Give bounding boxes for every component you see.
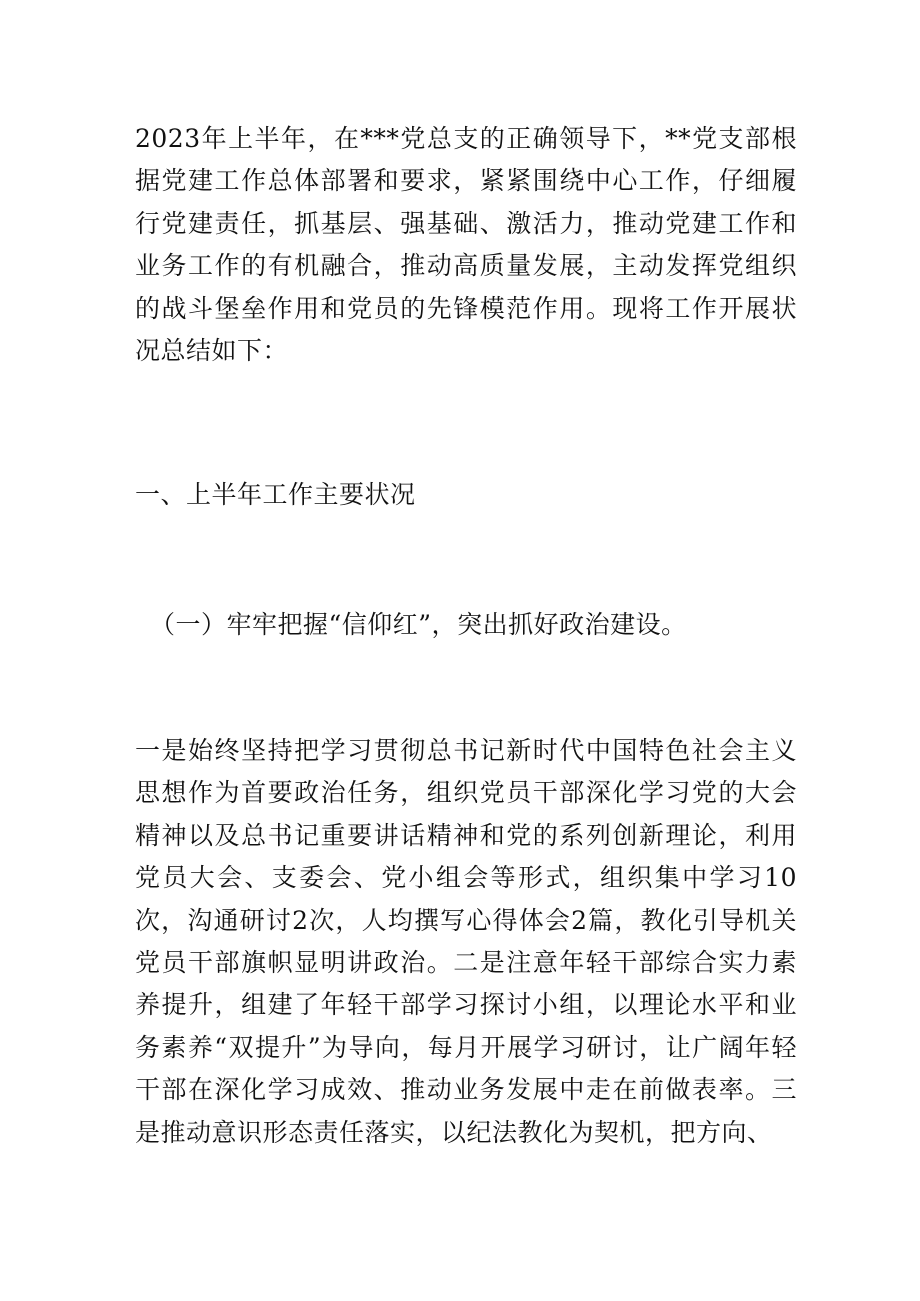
- body-paragraph: 一是始终坚持把学习贯彻总书记新时代中国特色社会主义思想作为首要政治任务，组织党员干部深化学习党的大会精神以及总书记重要讲话精神和党的系列创新理论，利用党员大会、支委会、党小组会等形式，组织集中学习10次，沟通研讨2次，人均撰写心得体会2篇，教化引导机关党员干部旗帜显明讲政治。二是注意年轻干部综合实力素养提升，组建了年轻干部学习探讨小组，以理论水平和业务素养“双提升”为导向，每月开展学习研讨，让广阔年轻干部在深化学习成效、推动业务发展中走在前做表率。三是推动意识形态责任落实，以纪法教化为契机，把方向、: [135, 736, 797, 1147]
- subsection-heading: （一）牢牢把握“信仰红”，突出抓好政治建设。: [150, 610, 687, 639]
- section-heading: 一、上半年工作主要状况: [135, 480, 416, 509]
- intro-paragraph: 2023年上半年，在***党总支的正确领导下，**党支部根据党建工作总体部署和要求，紧紧围绕中心工作，仔细履行党建责任，抓基层、强基础、激活力，推动党建工作和业务工作的有机融合，推动高质量发展，主动发挥党组织的战斗堡垒作用和党员的先锋模范作用。现将工作开展状况总结如下：: [135, 124, 797, 366]
